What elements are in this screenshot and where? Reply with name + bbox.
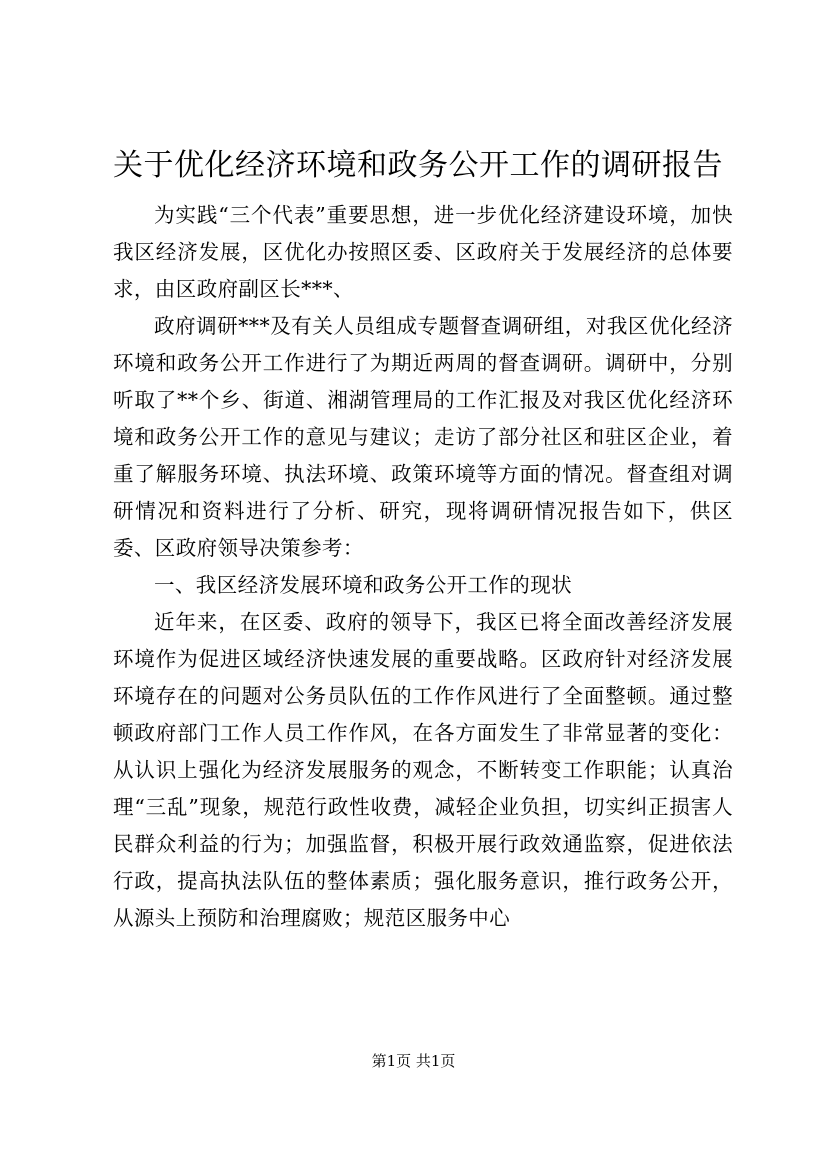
page-number-footer: 第1页 共1页	[371, 1052, 456, 1070]
section-heading-1: 一、我区经济发展环境和政务公开工作的现状	[154, 573, 572, 597]
paragraph-current-status: 近年来，在区委、政府的领导下，我区已将全面改善经济发展环境作为促进区域经济快速发展的重要战略。区政府针对经济发展环境存在的问题对公务员队伍的工作作风进行了全面整顿。通过整顿政府部门工作人员工作作风，在各方面发生了非常显著的变化：从认识上强化为经济发展服务的观念，不断转变工作职能；认真治理“三乱”现象，规范行政性收费，减轻企业负担，切实纠正损害人民群众利益的行为；加强监督，积极开展行政效通监察，促进依法行政，提高执法队伍的整体素质；强化服务意识，推行政务公开，从源头上预防和治理腐败；规范区服务中心	[113, 610, 733, 930]
paragraph-intro: 为实践“三个代表”重要思想，进一步优化经济建设环境，加快我区经济发展，区优化办按照区委、区政府关于发展经济的总体要求，由区政府副区长***、	[113, 203, 733, 301]
paragraph-investigation: 政府调研***及有关人员组成专题督查调研组，对我区优化经济环境和政务公开工作进行了为期近两周的督查调研。调研中，分别听取了**个乡、街道、湘湖管理局的工作汇报及对我区优化经济环境和政务公开工作的意见与建议；走访了部分社区和驻区企业，着重了解服务环境、执法环境、政策环境等方面的情况。督查组对调研情况和资料进行了分析、研究，现将调研情况报告如下，供区委、区政府领导决策参考：	[113, 314, 733, 560]
document-title: 关于优化经济环境和政务公开工作的调研报告	[113, 148, 723, 183]
document-body	[113, 197, 733, 937]
